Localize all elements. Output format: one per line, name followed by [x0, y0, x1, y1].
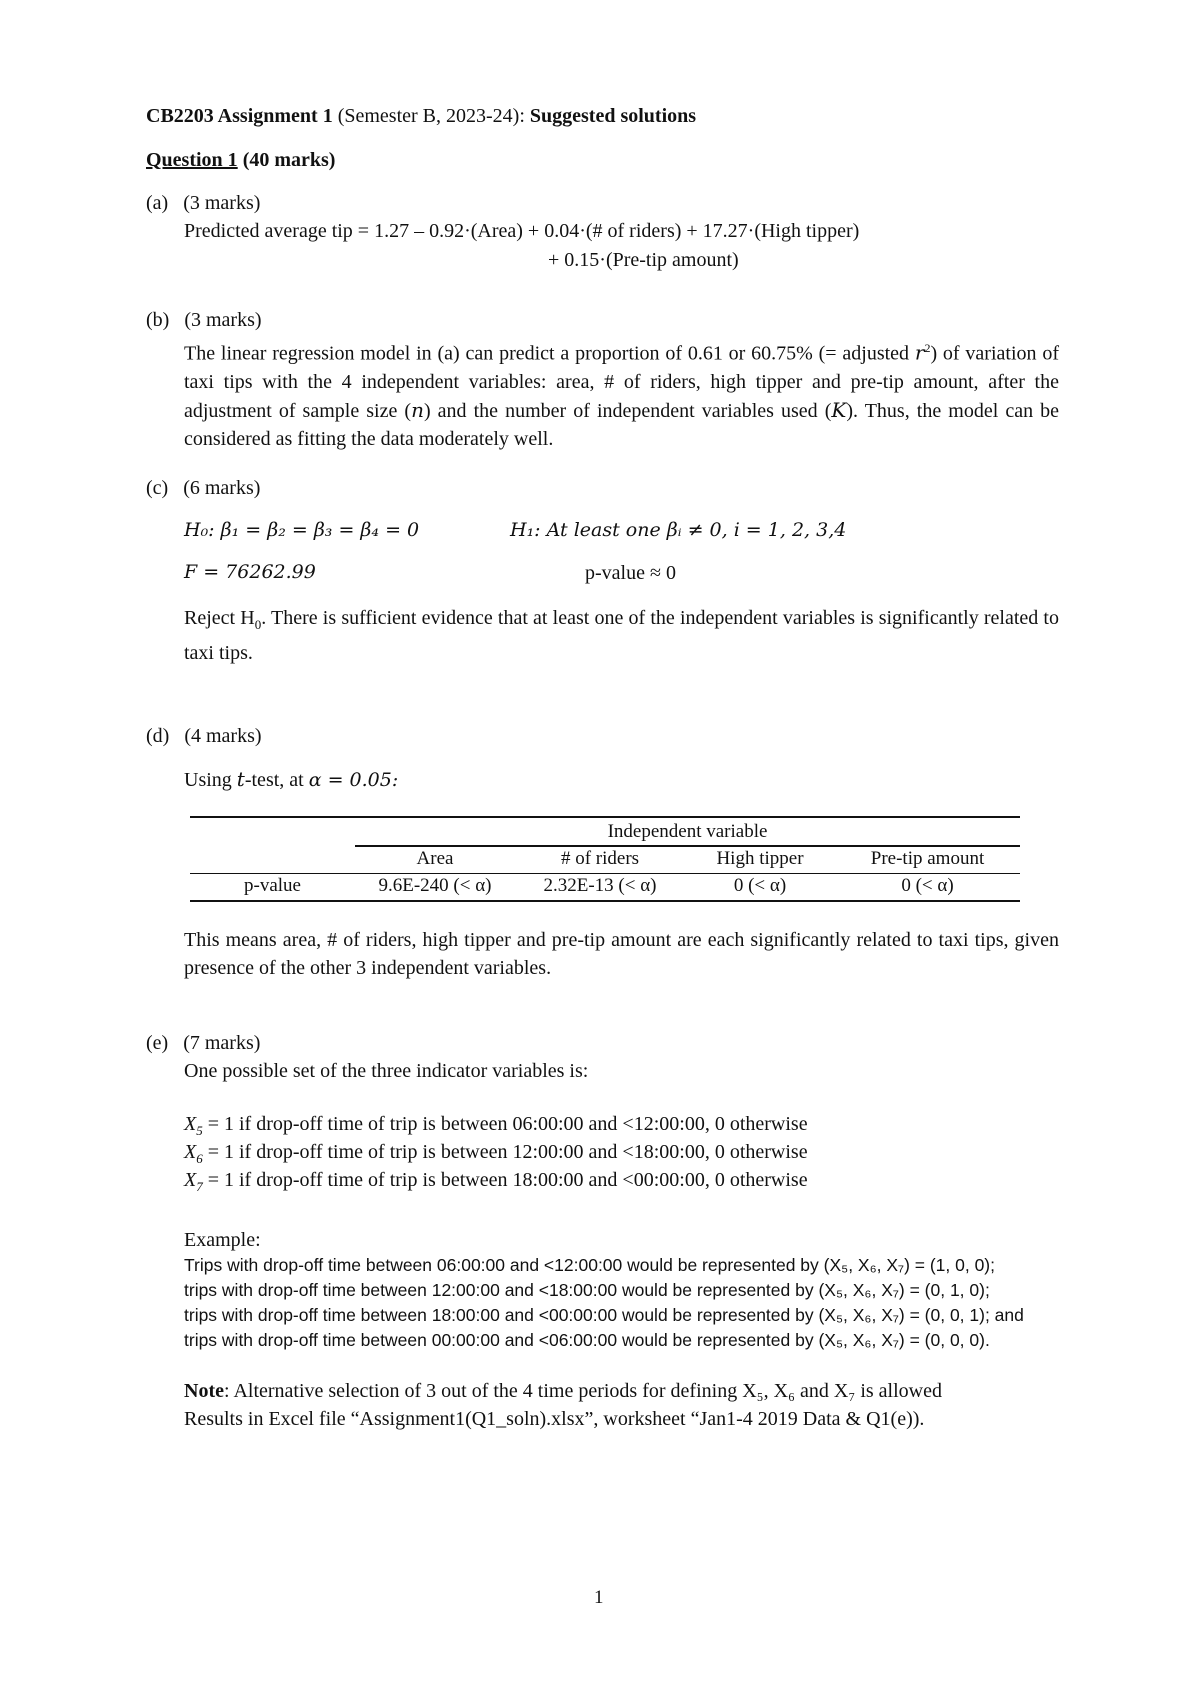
part-d-label: (d) — [146, 725, 170, 747]
reject-subscript: 0 — [254, 617, 262, 632]
note-label: Note — [184, 1380, 224, 1402]
indicator-text: = 1 if drop-off time of trip is between 12:00:00 and <18:00:00, 0 otherwise — [202, 1141, 808, 1163]
indicator-x5 — [184, 1112, 808, 1139]
regression-equation-line2: + 0.15·(Pre-tip amount) — [548, 249, 739, 271]
table-value-riders: 2.32E-13 (< α) — [543, 875, 657, 896]
part-a-marks: (3 marks) — [183, 192, 261, 214]
table-group-header: Independent variable — [607, 821, 768, 842]
indicator-x7 — [184, 1168, 808, 1195]
part-e-heading — [146, 1031, 260, 1055]
example-line-4: trips with drop-off time between 00:00:00 and <06:00:00 would be represented by (X₅, X₆, X₇) = (0, 0, 0). — [184, 1330, 990, 1350]
indicator-sub: 7 — [196, 1179, 203, 1194]
part-b-text-3: ) and the number of independent variables used ( — [423, 399, 832, 422]
part-e-intro: One possible set of the three indicator variables is: — [184, 1060, 589, 1082]
part-b-text-4: ). Thus, the model can be considered as fitting the data moderately well. — [184, 399, 1060, 450]
course-code: CB2203 Assignment 1 — [146, 105, 333, 127]
indicator-text: = 1 if drop-off time of trip is between 06:00:00 and <12:00:00, 0 otherwise — [202, 1113, 808, 1135]
null-hypothesis: H₀: β₁ = β₂ = β₃ = β₄ = 0 — [184, 519, 420, 541]
part-b-paragraph — [184, 334, 1059, 453]
indicator-var: X — [184, 1169, 197, 1191]
part-a-heading — [146, 191, 260, 215]
table-col-high-tipper: High tipper — [716, 848, 804, 869]
example-label: Example: — [184, 1229, 261, 1251]
indicator-text: = 1 if drop-off time of trip is between 18:00:00 and <00:00:00, 0 otherwise — [202, 1169, 808, 1191]
indicator-sub: 6 — [196, 1151, 203, 1166]
indicator-x6 — [184, 1140, 808, 1167]
question-label: Question 1 — [146, 149, 238, 171]
reject-text: Reject H — [184, 607, 255, 629]
p-value-statement: p-value ≈ 0 — [585, 562, 676, 584]
part-b-marks: (3 marks) — [184, 309, 262, 331]
part-c-conclusion-text: . There is sufficient evidence that at least one of the independent variables is significantly related to taxi tips. — [184, 607, 1059, 664]
k-symbol: K — [831, 397, 847, 422]
indicator-sub: 5 — [196, 1123, 203, 1138]
part-c-label: (c) — [146, 477, 169, 499]
example-line-3: trips with drop-off time between 18:00:00 and <00:00:00 would be represented by (X₅, X₆, X₇) = (0, 0, 1); and — [184, 1305, 1024, 1325]
part-c-heading — [146, 476, 260, 500]
title-suffix: Suggested solutions — [529, 105, 697, 127]
semester: (Semester B, 2023-24): — [337, 105, 525, 127]
results-line: Results in Excel file “Assignment1(Q1_soln).xlsx”, worksheet “Jan1-4 2019 Data & Q1(e)). — [184, 1408, 925, 1430]
table-value-pre-tip: 0 (< α) — [901, 875, 954, 896]
part-a-label: (a) — [146, 192, 169, 214]
table-top-rule — [190, 816, 1020, 818]
part-c-conclusion — [184, 604, 1059, 667]
part-e-label: (e) — [146, 1032, 169, 1054]
note-line — [184, 1379, 942, 1403]
part-d-heading — [146, 724, 262, 748]
part-d-marks: (4 marks) — [184, 725, 262, 747]
note-text: : Alternative selection of 3 out of the 4 time periods for defining X₅, X₆ and X₇ is allowed — [223, 1380, 942, 1402]
part-b-label: (b) — [146, 309, 170, 331]
part-e-marks: (7 marks) — [183, 1032, 261, 1054]
part-d-conclusion: This means area, # of riders, high tipper and pre-tip amount are each significantly related to taxi tips, given presence of the other 3 independent variables. — [184, 929, 1059, 979]
regression-equation-line1: Predicted average tip = 1.27 – 0.92·(Area) + 0.04·(# of riders) + 17.27·(High tipper) — [184, 220, 860, 242]
question-marks: (40 marks) — [242, 149, 336, 171]
table-row-label: p-value — [244, 875, 301, 896]
table-col-pre-tip: Pre-tip amount — [870, 848, 985, 869]
r-superscript: 2 — [924, 341, 931, 355]
table-value-high-tipper: 0 (< α) — [733, 875, 787, 896]
part-b-text-2: ) of variation of taxi tips with the 4 independent variables: area, # of riders, high tipper and pre-tip amount, after the adjustment of sample size ( — [184, 342, 1059, 422]
part-b-heading — [146, 308, 262, 332]
table-bottom-rule — [190, 900, 1020, 902]
document-title — [146, 104, 696, 128]
example-line-2: trips with drop-off time between 12:00:00 and <18:00:00 would be represented by (X₅, X₆, X₇) = (0, 1, 0); — [184, 1280, 990, 1300]
table-col-area: Area — [416, 848, 454, 869]
table-value-area: 9.6E-240 (< α) — [378, 875, 492, 896]
page-number: 1 — [594, 1587, 604, 1608]
part-d-intro — [184, 767, 398, 792]
indicator-var: X — [184, 1113, 197, 1135]
table-col-riders: # of riders — [560, 848, 640, 869]
intro-text-2: -test, at — [244, 769, 309, 791]
r-symbol: r — [914, 340, 925, 365]
indicator-var: X — [184, 1141, 197, 1163]
n-symbol: n — [411, 397, 424, 422]
part-c-marks: (6 marks) — [183, 477, 261, 499]
t-symbol: t — [236, 767, 245, 791]
alpha-level: α = 0.05: — [308, 769, 399, 791]
intro-text-1: Using — [184, 769, 237, 791]
f-statistic: F = 76262.99 — [184, 561, 316, 583]
alternative-hypothesis: H₁: At least one βᵢ ≠ 0, i = 1, 2, 3,4 — [510, 519, 847, 541]
part-b-text-1: The linear regression model in (a) can predict a proportion of 0.61 or 60.75% (= adjusted — [184, 342, 915, 365]
question-heading — [146, 148, 335, 172]
example-line-1: Trips with drop-off time between 06:00:00 and <12:00:00 would be represented by (X₅, X₆, X₇) = (1, 0, 0); — [184, 1255, 995, 1275]
